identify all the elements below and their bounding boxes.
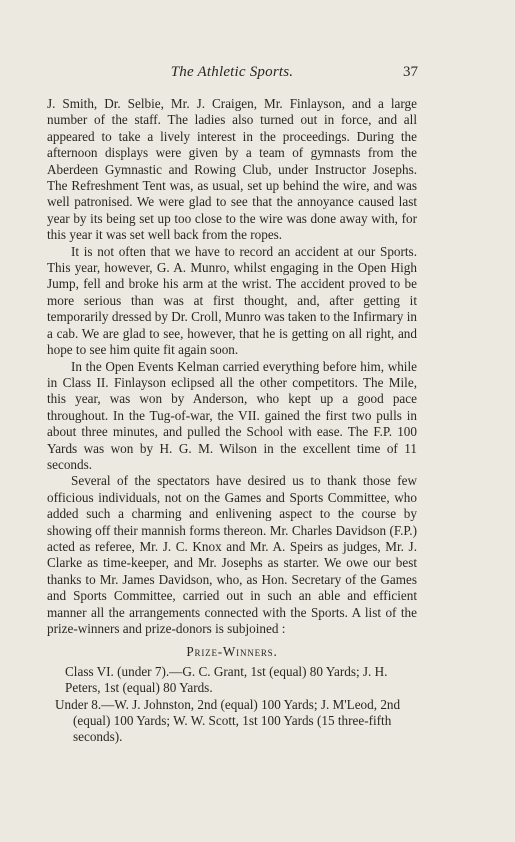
paragraph: In the Open Events Kelman carried everything before him, while in Class II. Finlayson eclipsed all the other competitors. The Mile, this year, was won by Anderson, who kept up a good pace throughout. In the Tug-of-war, the VII. gained the first two pulls in about three minutes, and pulled the School with ease. The F.P. 100 Yards was won by H. G. M. Wilson in the excellent time of 11 seconds.: [47, 358, 417, 472]
prize-winners-list: [47, 664, 417, 746]
body-text: [47, 96, 417, 746]
paragraph: J. Smith, Dr. Selbie, Mr. J. Craigen, Mr. Finlayson, and a large number of the staff. The ladies also turned out in force, and all appeared to take a lively interest in the proceedings. During the afternoon displays were given by a team of gymnasts from the Aberdeen Gymnastic and Rowing Club, under Instructor Josephs. The Refreshment Tent was, as usual, set up behind the wire, and was well patronised. We were glad to see that the annoyance caused last year by its being set up too close to the wire was done away with, for this year it was set well back from the ropes.: [47, 96, 417, 243]
page-number: 37: [403, 64, 418, 80]
paragraph: Several of the spectators have desired us to thank those few officious individuals, not on the Games and Sports Committee, who added such a charming and enlivening aspect to the course by showing off their mannish forms thereon. Mr. Charles Davidson (F.P.) acted as referee, Mr. J. C. Knox and Mr. A. Speirs as judges, Mr. J. Clarke as time-keeper, and Mr. Josephs as starter. We owe our best thanks to Mr. James Davidson, who, as Hon. Secretary of the Games and Sports Committee, carried out in such an able and efficient manner all the arrangements connected with the Sports. A list of the prize-winners and prize-donors is subjoined :: [47, 473, 417, 636]
running-title: The Athletic Sports.: [170, 64, 294, 80]
prize-winner-entry: Class VI. (under 7).—G. C. Grant, 1st (equal) 80 Yards; J. H. Peters, 1st (equal) 80 Yards.: [65, 663, 388, 696]
running-head: [47, 64, 417, 82]
paragraph: It is not often that we have to record an accident at our Sports. This year, however, G. A. Munro, whilst engaging in the Open High Jump, fell and broke his arm at the wrist. The accident proved to be more serious than was at first thought, and, after getting it temporarily dressed by Dr. Croll, Munro was taken to the Infirmary in a cab. We are glad to see, however, that he is getting on all right, and hope to see him quite fit again soon.: [47, 243, 417, 358]
prize-winner-entry: Under 8.—W. J. Johnston, 2nd (equal) 100 Yards; J. M'Leod, 2nd (equal) 100 Yards; W. W. Scott, 1st 100 Yards (15 three-fifth seconds).: [55, 696, 401, 745]
prize-winners-heading: Prize-Winners.: [186, 644, 278, 660]
